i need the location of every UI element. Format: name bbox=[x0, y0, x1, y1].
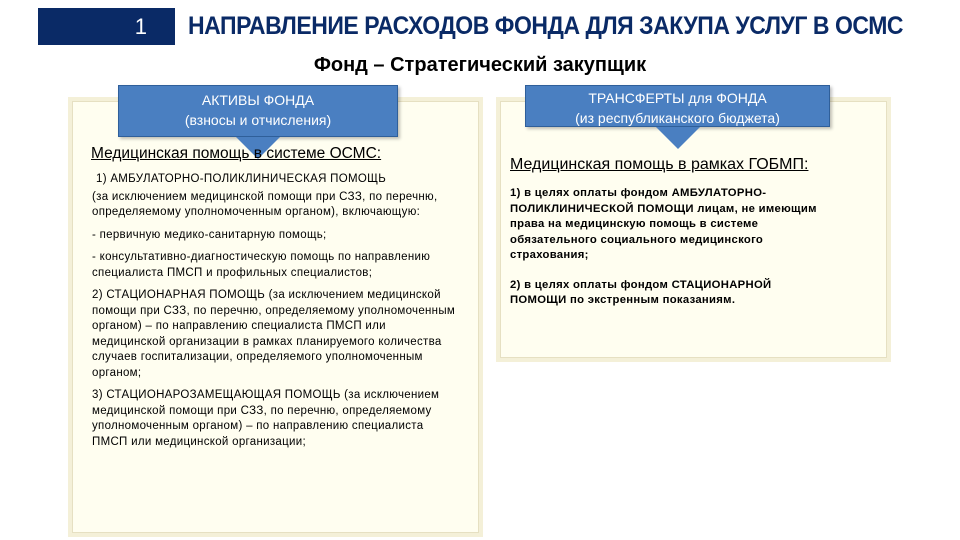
osms-heading: Медицинская помощь в системе ОСМС: bbox=[91, 145, 382, 162]
list-item: 3) СТАЦИОНАРОЗАМЕЩАЮЩАЯ ПОМОЩЬ (за исключением медицинской помощи при СЗЗ, по перечню, определяемому уполномоченным органом) – по направлению специалиста ПМСП или медицинской организации; bbox=[92, 389, 440, 448]
list-item: 1) в целях оплаты фондом АМБУЛАТОРНО-ПОЛИКЛИНИЧЕСКОЙ ПОМОЩИ лицам, не имеющим права на медицинскую помощь в системе обязательного социального медицинского страхования; bbox=[510, 187, 817, 261]
list-item: (за исключением медицинской помощи при СЗЗ, по перечню, определяемому уполномоченным органом), включающую: bbox=[92, 190, 438, 218]
list-item: 2) в целях оплаты фондом СТАЦИОНАРНОЙ ПОМОЩИ по экстренным показаниям. bbox=[510, 278, 772, 306]
gobmp-heading: Медицинская помощь в рамках ГОБМП: bbox=[510, 156, 809, 173]
down-arrow-icon bbox=[656, 127, 700, 149]
fund-assets-subtitle: (взносы и отчисления) bbox=[184, 112, 332, 128]
list-item: - консультативно-диагностическую помощь по направлению специалиста ПМСП и профильных специалистов; bbox=[92, 251, 431, 279]
list-item: 1) АМБУЛАТОРНО-ПОЛИКЛИНИЧЕСКАЯ ПОМОЩЬ bbox=[96, 173, 387, 185]
slide-number: 1 bbox=[134, 13, 147, 39]
fund-transfers-callout bbox=[525, 85, 830, 127]
osms-list bbox=[92, 172, 462, 457]
fund-assets-callout bbox=[118, 85, 398, 137]
list-item: - первичную медико-санитарную помощь; bbox=[92, 228, 327, 241]
fund-transfers-subtitle: (из республиканского бюджета) bbox=[575, 110, 780, 126]
fund-assets-title: АКТИВЫ ФОНДА bbox=[201, 92, 315, 108]
slide-title: НАПРАВЛЕНИЕ РАСХОДОВ ФОНДА ДЛЯ ЗАКУПА УСЛУГ В ОСМС bbox=[188, 12, 904, 40]
list-item: 2) СТАЦИОНАРНАЯ ПОМОЩЬ (за исключением медицинской помощи при СЗЗ, по перечню, определяемому уполномоченным органом) – по направлению специалиста ПМСП или медицинской организации в рамках планируемого количества случаев госпитализации, определяемого уполномоченным органом; bbox=[92, 289, 456, 379]
fund-transfers-title: ТРАНСФЕРТЫ для ФОНДА bbox=[588, 90, 767, 106]
slide-number-box bbox=[38, 8, 175, 45]
gobmp-list bbox=[510, 186, 830, 323]
slide-subtitle: Фонд – Стратегический закупщик bbox=[313, 54, 647, 76]
